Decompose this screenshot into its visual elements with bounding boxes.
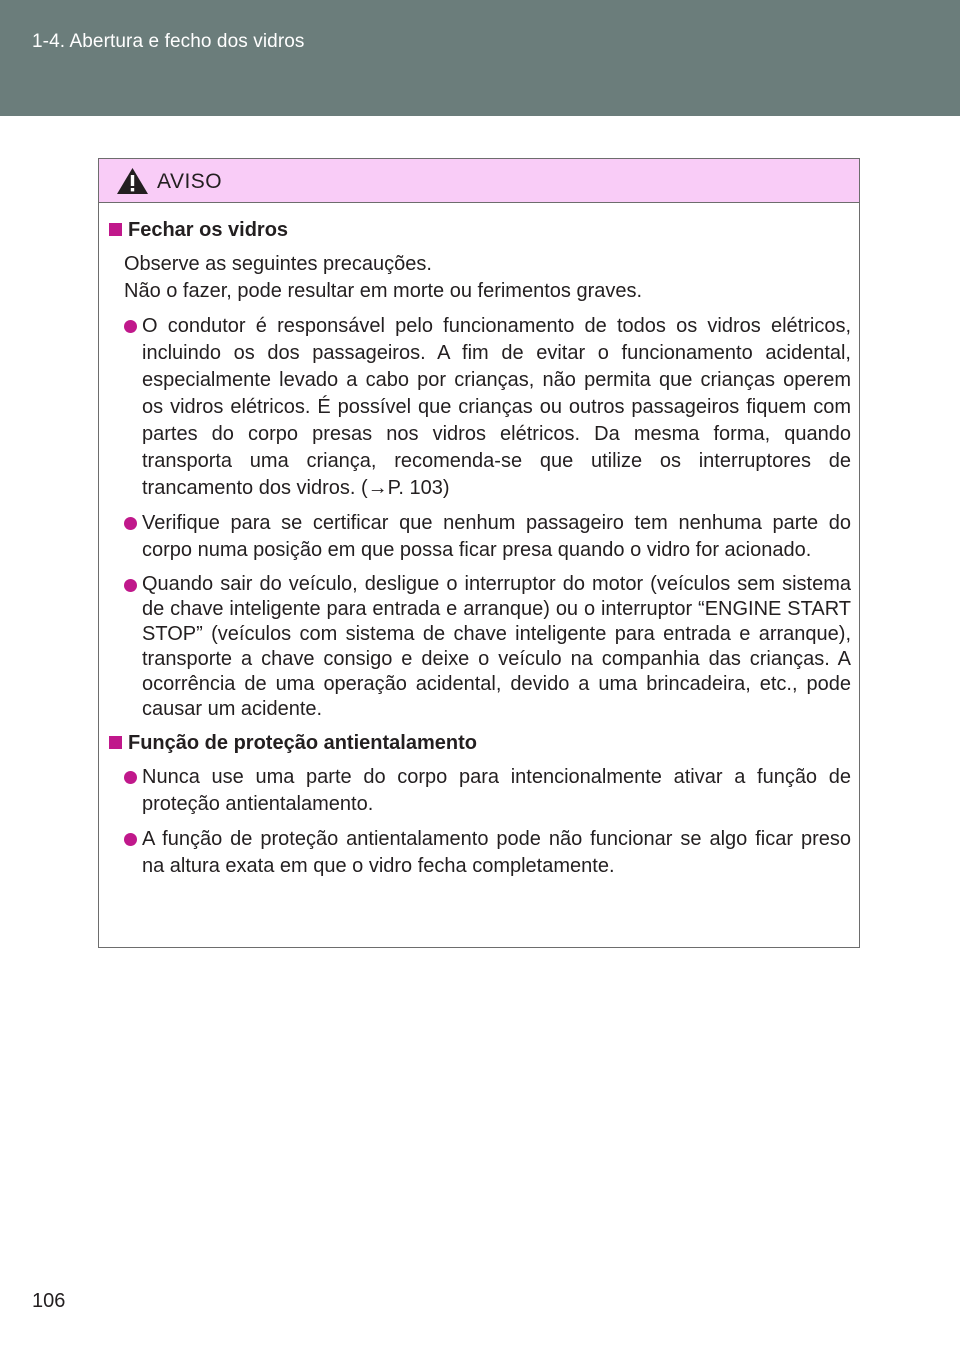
list-item-text: Nunca use uma parte do corpo para intencionalmente ativar a função de proteção antientalamento. — [142, 766, 851, 815]
list-item — [124, 572, 851, 722]
list-item-text: Verifique para se certificar que nenhum passageiro tem nenhuma parte do corpo numa posição em que possa ficar presa quando o vidro for acionado. — [142, 512, 851, 561]
round-bullet-icon — [124, 517, 137, 530]
list-item-text: O condutor é responsável pelo funcionamento de todos os vidros elétricos, incluindo os dos passageiros. A fim de evitar o funcionamento acidental, especialmente levado a cabo por crianças, não permita que crianças operem os vidros elétricos. É possível que crianças ou outros passageiros fiquem com partes do corpo presas nos vidros elétricos. Da mesma forma, quando transporta uma criança, recomenda-se que utilize os interruptores de trancamento dos vidros. (→P. 103) — [142, 315, 851, 499]
warning-header — [99, 159, 859, 203]
section-heading-text: Função de proteção antientalamento — [128, 732, 477, 754]
warning-title: AVISO — [157, 170, 223, 193]
section-heading — [107, 217, 851, 244]
list-item — [124, 826, 851, 880]
list-item — [124, 764, 851, 818]
warning-triangle-icon — [116, 167, 149, 195]
list-item-text: A função de proteção antientalamento pode não funcionar se algo ficar preso na altura exata em que o vidro fecha completamente. — [142, 828, 851, 877]
section-heading — [107, 730, 851, 757]
intro-text — [107, 251, 851, 305]
square-bullet-icon — [109, 736, 122, 749]
list-item — [124, 313, 851, 502]
round-bullet-icon — [124, 771, 137, 784]
page-number: 106 — [32, 1290, 66, 1312]
warning-box — [98, 158, 860, 948]
section-header-band — [0, 0, 960, 116]
round-bullet-icon — [124, 579, 137, 592]
list-item — [124, 510, 851, 564]
list-item-text: Quando sair do veículo, desligue o interruptor do motor (veículos sem sistema de chave inteligente para entrada e arranque) ou o interruptor “ENGINE START STOP” (veículos com sistema de chave inteligente para entrada e arranque), transporte a chave consigo e deixe o veículo na companhia das crianças. A ocorrência de uma operação acidental, devido a uma brincadeira, etc., pode causar um acidente. — [142, 573, 851, 720]
round-bullet-icon — [124, 320, 137, 333]
section-heading-text: Fechar os vidros — [128, 219, 289, 241]
square-bullet-icon — [109, 223, 122, 236]
warning-body — [99, 203, 859, 880]
round-bullet-icon — [124, 833, 137, 846]
section-title: 1-4. Abertura e fecho dos vidros — [32, 31, 305, 52]
intro-line: Observe as seguintes precauções. — [124, 253, 432, 275]
intro-line: Não o fazer, pode resultar em morte ou ferimentos graves. — [124, 280, 643, 302]
